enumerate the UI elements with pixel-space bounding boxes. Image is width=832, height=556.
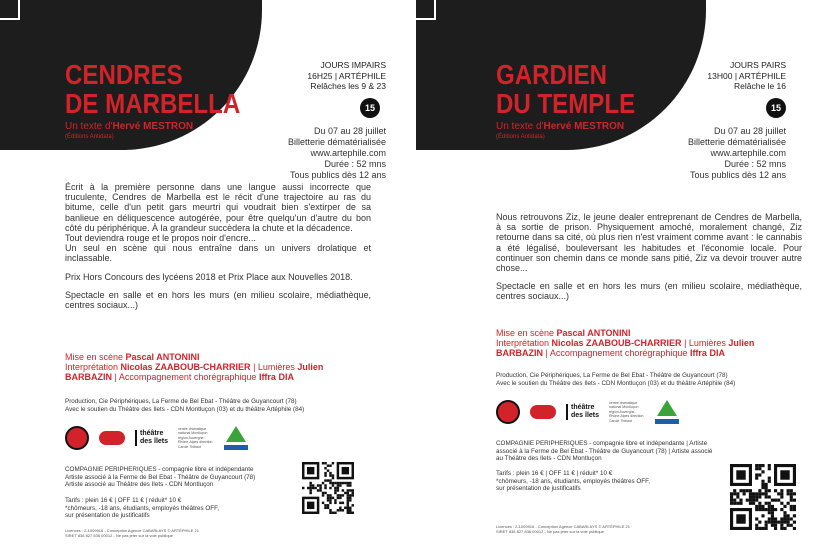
info-dates: Du 07 au 28 juillet xyxy=(713,126,786,136)
credit-name: Nicolas ZAABOUB-CHARRIER xyxy=(551,338,682,349)
age-badge: 15 xyxy=(766,98,786,118)
legal-info xyxy=(65,528,300,538)
partner-logo xyxy=(530,405,556,419)
compagnie-logo xyxy=(65,426,89,450)
legal-info xyxy=(496,524,731,534)
production-line: Avec le soutien du Théâtre des Ilets - CDN Montluçon (03) et du théâtre Artéphile (84) xyxy=(65,406,305,413)
corner-square xyxy=(0,0,20,20)
partner-logos xyxy=(65,420,305,456)
info-ticketing: Billetterie dématérialisée xyxy=(687,137,786,147)
price-line: *chômeurs, -18 ans, étudiants, employés théâtres OFF, xyxy=(496,477,650,485)
show-title xyxy=(65,60,240,118)
info-duration: Durée : 52 mns xyxy=(724,159,786,169)
price-line: sur présentation de justificatifs xyxy=(65,512,150,519)
company-line: Artiste associé au Théâtre des Ilets - CDN Montluçon xyxy=(65,481,214,488)
author-prefix: Un texte d' xyxy=(65,121,113,132)
credit-name: Pascal ANTONINI xyxy=(556,328,631,338)
company-line: COMPAGNIE PERIPHERIQUES - compagnie libre et indépendante | Artiste associé à la Ferme de Bel Ebat - Théâtre de Guyancourt (78) | Artiste associé au Théâtre des Ilets - CDN Montluçon xyxy=(496,440,713,462)
age-badge: 15 xyxy=(360,98,380,118)
legal-line: Licences : 2-1009916 - Conception Agence CABARLAYS © ARTÉPHILE 21 xyxy=(496,524,630,529)
qr-code-icon[interactable] xyxy=(730,464,796,530)
show-info xyxy=(288,126,386,181)
synopsis-paragraph: Nous retrouvons Ziz, le jeune dealer entreprenant de Cendres de Marbella, à sa sortie de prison. Physiquement amoché, moralement changé, Ziz retourne dans sa cité, où plus rien n'est vraiment comme avant : le cannabis a été légalisé, bouleversant les habitudes et l'économie locale. Pour continuer son chemin dans ce monde sans pitié, Ziz va devoir trouver autre chose... xyxy=(496,212,802,274)
credit-name: Iffra DIA xyxy=(689,348,725,359)
company-info xyxy=(496,440,721,463)
company-line: Artiste associé à la Ferme de Bel Ebat - Théâtre de Guyancourt (78) xyxy=(65,473,256,481)
award-paragraph: Prix Hors Concours des lycéens 2018 et Prix Place aux Nouvelles 2018. xyxy=(65,271,353,282)
info-duration: Durée : 52 mns xyxy=(324,159,386,169)
schedule-days: JOURS PAIRS xyxy=(729,60,786,70)
info-ticketing: Billetterie dématérialisée xyxy=(287,137,386,147)
production-line: Production, Cie Périphériques, La Ferme de Bel Ebat - Théâtre de Guyancourt (78) xyxy=(496,372,728,379)
guyancourt-logo xyxy=(655,400,679,424)
info-website: www.artephile.com xyxy=(710,148,786,158)
author-prefix: Un texte d' xyxy=(496,121,544,132)
cdn-logo-text: centre dramatique national Montluçon région Auvergne-Rhône-Alpes direction Carole Thibaut xyxy=(609,400,644,423)
legal-line: SIRET 838 827 836 00012 - Ne pas jeter sur la voie publique xyxy=(496,529,604,534)
legal-line: SIRET 838 827 836 00012 - Ne pas jeter sur la voie publique xyxy=(65,533,173,538)
prices xyxy=(65,497,300,520)
credit-label: | Accompagnement chorégraphique xyxy=(112,372,259,383)
production-info xyxy=(65,398,371,414)
credit-name: Pascal ANTONINI xyxy=(125,352,200,362)
author-name: Hervé MESTRON xyxy=(543,121,625,132)
schedule xyxy=(707,60,786,92)
info-audience: Tous publics dès 12 ans xyxy=(689,170,786,180)
cdn-logo-text: centre dramatique national Montluçon région Auvergne-Rhône-Alpes direction Carole Thibaut xyxy=(178,426,213,449)
info-audience: Tous publics dès 12 ans xyxy=(289,170,386,180)
theatre-logo-text: théâtre xyxy=(140,430,164,437)
title-line-1: GARDIEN xyxy=(496,59,608,90)
theatre-des-ilets-logo xyxy=(135,430,168,446)
credit-name: Nicolas ZAABOUB-CHARRIER xyxy=(120,362,251,373)
credit-name: Iffra DIA xyxy=(258,372,294,383)
flyer-cendres-de-marbella xyxy=(0,0,400,556)
compagnie-logo xyxy=(496,400,520,424)
partner-logos xyxy=(496,394,736,430)
theatre-logo-text: des îlets xyxy=(140,438,169,445)
credit-label: | Lumières xyxy=(250,362,298,373)
synopsis xyxy=(496,212,802,302)
show-title xyxy=(496,60,635,118)
schedule-rest: Relâche le 16 xyxy=(734,81,786,91)
show-info xyxy=(688,126,786,181)
company-info xyxy=(65,466,300,489)
title-line-2: DE MARBELLA xyxy=(65,88,241,119)
prices xyxy=(496,470,731,493)
credit-label: Interprétation xyxy=(65,362,121,373)
qr-code-icon[interactable] xyxy=(302,462,354,514)
theatre-logo-text: des îlets xyxy=(571,412,600,419)
schedule-time: 16H25 | ARTÉPHILE xyxy=(307,70,386,81)
credit-name: Julien BARBAZIN xyxy=(65,362,324,383)
credit-label: | Lumières xyxy=(681,338,729,349)
credits xyxy=(65,352,371,383)
author-name: Hervé MESTRON xyxy=(112,121,194,132)
info-website: www.artephile.com xyxy=(310,148,386,158)
schedule-rest: Relâches les 9 & 23 xyxy=(310,81,386,91)
title-line-2: DU TEMPLE xyxy=(496,88,636,119)
credit-name: Julien BARBAZIN xyxy=(496,338,755,359)
theatre-logo-text: théâtre xyxy=(571,404,595,411)
production-line: Production, Cie Périphériques, La Ferme de Bel Ebat - Théâtre de Guyancourt (78) xyxy=(65,398,297,405)
company-line: COMPAGNIE PERIPHERIQUES - compagnie libre et indépendante xyxy=(65,466,254,473)
price-line: Tarifs : plein 16 € | OFF 11 € | réduit* 10 € xyxy=(65,497,182,504)
synopsis xyxy=(65,182,371,310)
page-gap xyxy=(400,0,416,556)
schedule-days: JOURS IMPAIRS xyxy=(320,60,386,70)
credit-label: | Accompagnement chorégraphique xyxy=(543,348,690,359)
production-line: Avec le soutien du Théâtre des Ilets - CDN Montluçon (03) et du théâtre Artéphile (84) xyxy=(496,380,736,387)
synopsis-paragraph: Écrit à la première personne dans une langue aussi incorrecte que truculente, Cendres de Marbella est le récit d'une trajectoire au ras du bitume, celle d'un petit gars meurtri qui voudrait bien s'extirper de sa banlieue en déliquescence autogérée, pour être quelqu'un d'autre du bon côté du périphérique. À la grandeur succèdera la chute et la décadence. xyxy=(65,182,371,233)
credit-label: Interprétation xyxy=(496,338,552,349)
editions: (Éditions Antidata) xyxy=(65,134,114,140)
price-line: *chômeurs, -18 ans, étudiants, employés théâtres OFF, xyxy=(65,504,219,512)
legal-line: Licences : 2-1009916 - Conception Agence CABARLAYS © ARTÉPHILE 21 xyxy=(65,528,199,533)
credit-label: Mise en scène xyxy=(65,352,126,362)
price-line: Tarifs : plein 16 € | OFF 11 € | réduit* 10 € xyxy=(496,470,613,477)
corner-square xyxy=(416,0,436,20)
partner-logo xyxy=(99,431,125,445)
venue-paragraph: Spectacle en salle et en hors les murs (en milieu scolaire, médiathèque, centres sociaux...) xyxy=(496,281,802,302)
theatre-des-ilets-logo xyxy=(566,404,599,420)
flyer-gardien-du-temple xyxy=(416,0,816,556)
credits xyxy=(496,328,802,359)
schedule xyxy=(307,60,386,92)
production-info xyxy=(496,372,802,388)
credit-label: Mise en scène xyxy=(496,328,557,338)
author-line xyxy=(496,121,624,132)
title-line-1: CENDRES xyxy=(65,59,183,90)
author-line xyxy=(65,121,193,132)
venue-paragraph: Spectacle en salle et en hors les murs (en milieu scolaire, médiathèque, centres sociaux...) xyxy=(65,289,371,311)
synopsis-paragraph: Un seul en scène qui nous entraîne dans un univers drolatique et inclassable. xyxy=(65,243,371,264)
synopsis-paragraph: Tout deviendra rouge et le propos noir d'encre... xyxy=(65,233,256,244)
info-dates: Du 07 au 28 juillet xyxy=(313,126,386,136)
schedule-time: 13H00 | ARTÉPHILE xyxy=(707,70,786,81)
editions: (Éditions Antidata) xyxy=(496,134,545,140)
guyancourt-logo xyxy=(224,426,248,450)
price-line: sur présentation de justificatifs xyxy=(496,485,581,492)
